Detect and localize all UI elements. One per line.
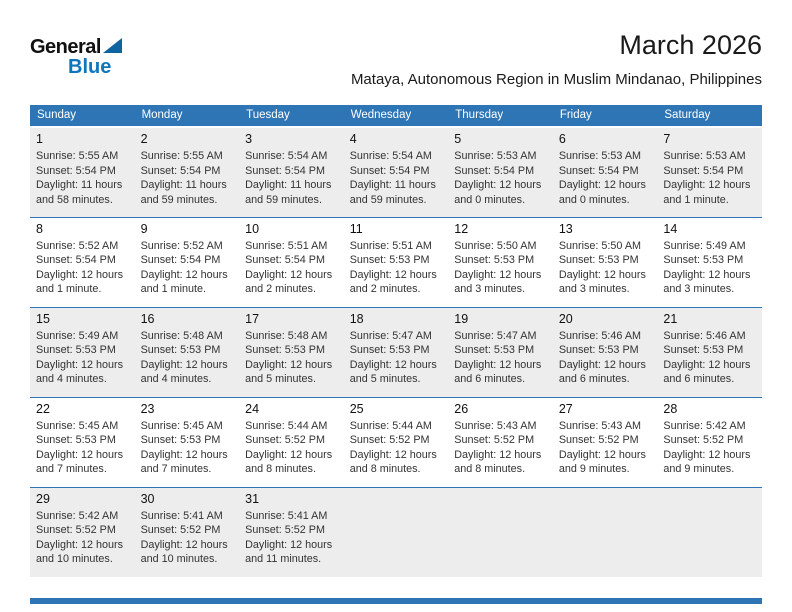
daylight-line1: Daylight: 12 hours bbox=[454, 358, 542, 371]
logo-text-general: General bbox=[30, 36, 101, 58]
daylight-line2: and 0 minutes. bbox=[558, 193, 630, 206]
sunset-text: Sunset: 5:54 PM bbox=[558, 164, 639, 177]
daylight-line1: Daylight: 12 hours bbox=[36, 448, 124, 461]
logo-text-blue: Blue bbox=[68, 56, 112, 78]
daylight-line2: and 1 minute. bbox=[36, 283, 102, 296]
sunrise-text: Sunrise: 5:42 AM bbox=[663, 419, 746, 432]
sunrise-text: Sunrise: 5:51 AM bbox=[349, 239, 432, 252]
sunset-text: Sunset: 5:53 PM bbox=[663, 344, 744, 357]
day-cell-10 bbox=[239, 217, 344, 307]
weekday-header-sunday: Sunday bbox=[30, 105, 135, 127]
sunset-text: Sunset: 5:54 PM bbox=[140, 164, 221, 177]
sunrise-text: Sunrise: 5:44 AM bbox=[245, 419, 328, 432]
daylight-line2: and 5 minutes. bbox=[349, 373, 421, 386]
day-cell-17 bbox=[239, 307, 344, 397]
day-number: 28 bbox=[663, 401, 678, 416]
day-number: 22 bbox=[36, 401, 50, 416]
week-row-4 bbox=[30, 397, 762, 487]
daylight-line1: Daylight: 12 hours bbox=[454, 268, 542, 281]
location-subtitle: Mataya, Autonomous Region in Muslim Mindanao, Philippines bbox=[350, 71, 762, 89]
day-number: 19 bbox=[454, 311, 469, 326]
day-number: 23 bbox=[140, 401, 155, 416]
sunset-text: Sunset: 5:52 PM bbox=[454, 434, 535, 447]
week-row-3 bbox=[30, 307, 762, 397]
daylight-line1: Daylight: 12 hours bbox=[454, 179, 542, 192]
day-cell-19 bbox=[448, 307, 553, 397]
daylight-line2: and 6 minutes. bbox=[663, 373, 735, 386]
daylight-line1: Daylight: 12 hours bbox=[245, 358, 333, 371]
day-cell-5 bbox=[448, 127, 553, 217]
daylight-line2: and 9 minutes. bbox=[558, 463, 630, 476]
daylight-line2: and 2 minutes. bbox=[245, 283, 316, 296]
daylight-line2: and 4 minutes. bbox=[36, 373, 107, 386]
daylight-line1: Daylight: 12 hours bbox=[558, 268, 646, 281]
day-cell-30 bbox=[135, 487, 240, 577]
day-number: 3 bbox=[245, 132, 253, 146]
day-cell-empty bbox=[448, 487, 553, 577]
daylight-line1: Daylight: 12 hours bbox=[558, 179, 646, 192]
sunset-text: Sunset: 5:54 PM bbox=[140, 254, 221, 267]
day-cell-22 bbox=[30, 397, 135, 487]
sunset-text: Sunset: 5:54 PM bbox=[36, 254, 116, 267]
daylight-line1: Daylight: 12 hours bbox=[663, 448, 751, 461]
day-cell-24 bbox=[239, 397, 344, 487]
sunrise-text: Sunrise: 5:53 AM bbox=[454, 150, 537, 162]
sunrise-text: Sunrise: 5:45 AM bbox=[36, 419, 119, 432]
daylight-line2: and 10 minutes. bbox=[140, 553, 218, 566]
daylight-line1: Daylight: 12 hours bbox=[663, 268, 751, 281]
weekday-header-thursday: Thursday bbox=[448, 105, 553, 127]
sunrise-text: Sunrise: 5:47 AM bbox=[349, 329, 432, 342]
daylight-line2: and 9 minutes. bbox=[663, 463, 735, 476]
title-block bbox=[351, 30, 762, 88]
daylight-line2: and 59 minutes. bbox=[140, 193, 218, 206]
sunrise-text: Sunrise: 5:49 AM bbox=[36, 329, 119, 342]
day-number: 11 bbox=[349, 221, 363, 236]
sunset-text: Sunset: 5:53 PM bbox=[140, 344, 221, 357]
daylight-line2: and 5 minutes. bbox=[245, 373, 316, 386]
week-row-5 bbox=[30, 487, 762, 577]
day-cell-4 bbox=[344, 127, 449, 217]
day-number: 12 bbox=[454, 221, 469, 236]
daylight-line1: Daylight: 12 hours bbox=[36, 268, 124, 281]
day-number: 15 bbox=[36, 311, 50, 326]
day-number: 10 bbox=[245, 221, 260, 236]
daylight-line2: and 59 minutes. bbox=[245, 193, 322, 206]
sunrise-text: Sunrise: 5:55 AM bbox=[36, 150, 119, 162]
sunset-text: Sunset: 5:52 PM bbox=[36, 524, 116, 537]
daylight-line1: Daylight: 12 hours bbox=[349, 268, 437, 281]
day-cell-21 bbox=[657, 307, 762, 397]
sunrise-text: Sunrise: 5:43 AM bbox=[558, 419, 642, 432]
day-number: 7 bbox=[663, 132, 671, 146]
daylight-line1: Daylight: 12 hours bbox=[36, 538, 124, 551]
sunrise-text: Sunrise: 5:43 AM bbox=[454, 419, 537, 432]
sunrise-text: Sunrise: 5:54 AM bbox=[349, 150, 432, 162]
daylight-line2: and 8 minutes. bbox=[245, 463, 316, 476]
sunset-text: Sunset: 5:54 PM bbox=[36, 164, 116, 177]
day-cell-7 bbox=[657, 127, 762, 217]
sunset-text: Sunset: 5:53 PM bbox=[36, 344, 116, 357]
day-number: 30 bbox=[140, 491, 155, 506]
sunrise-text: Sunrise: 5:49 AM bbox=[663, 239, 746, 252]
sunrise-text: Sunrise: 5:44 AM bbox=[349, 419, 432, 432]
daylight-line1: Daylight: 12 hours bbox=[663, 358, 751, 371]
day-cell-1 bbox=[30, 127, 135, 217]
daylight-line1: Daylight: 12 hours bbox=[454, 448, 542, 461]
daylight-line2: and 3 minutes. bbox=[454, 283, 526, 296]
sunrise-text: Sunrise: 5:46 AM bbox=[663, 329, 746, 342]
day-cell-9 bbox=[135, 217, 240, 307]
week-row-1 bbox=[30, 127, 762, 217]
weekday-header-friday: Friday bbox=[553, 105, 658, 127]
sunrise-text: Sunrise: 5:51 AM bbox=[245, 239, 328, 252]
sunrise-text: Sunrise: 5:50 AM bbox=[558, 239, 642, 252]
day-cell-11 bbox=[344, 217, 449, 307]
day-cell-29 bbox=[30, 487, 135, 577]
daylight-line2: and 0 minutes. bbox=[454, 193, 526, 206]
daylight-line2: and 7 minutes. bbox=[140, 463, 212, 476]
weekday-header-monday: Monday bbox=[135, 105, 240, 127]
sunset-text: Sunset: 5:52 PM bbox=[245, 434, 325, 447]
page-header bbox=[0, 0, 792, 105]
sunset-text: Sunset: 5:53 PM bbox=[454, 254, 535, 267]
daylight-line1: Daylight: 11 hours bbox=[245, 179, 332, 192]
week-row-2 bbox=[30, 217, 762, 307]
day-cell-12 bbox=[448, 217, 553, 307]
day-number: 21 bbox=[663, 311, 678, 326]
sunset-text: Sunset: 5:54 PM bbox=[245, 164, 325, 177]
day-number: 25 bbox=[349, 401, 364, 416]
general-blue-logo bbox=[30, 30, 122, 79]
day-cell-16 bbox=[135, 307, 240, 397]
sunset-text: Sunset: 5:53 PM bbox=[454, 344, 535, 357]
day-number: 2 bbox=[140, 132, 148, 146]
day-number: 26 bbox=[454, 401, 469, 416]
day-cell-20 bbox=[553, 307, 658, 397]
daylight-line1: Daylight: 11 hours bbox=[36, 179, 123, 192]
day-number: 6 bbox=[558, 132, 566, 146]
daylight-line1: Daylight: 12 hours bbox=[140, 268, 228, 281]
sunset-text: Sunset: 5:53 PM bbox=[349, 254, 430, 267]
day-cell-2 bbox=[135, 127, 240, 217]
daylight-line2: and 3 minutes. bbox=[663, 283, 735, 296]
sunset-text: Sunset: 5:52 PM bbox=[140, 524, 221, 537]
sunrise-text: Sunrise: 5:52 AM bbox=[140, 239, 223, 252]
daylight-line1: Daylight: 11 hours bbox=[349, 179, 436, 192]
day-cell-14 bbox=[657, 217, 762, 307]
daylight-line2: and 1 minute. bbox=[663, 193, 729, 206]
sunrise-text: Sunrise: 5:53 AM bbox=[663, 150, 746, 162]
daylight-line1: Daylight: 11 hours bbox=[140, 179, 227, 192]
daylight-line2: and 59 minutes. bbox=[349, 193, 427, 206]
day-cell-empty bbox=[657, 487, 762, 577]
day-cell-31 bbox=[239, 487, 344, 577]
day-number: 9 bbox=[140, 221, 148, 236]
day-number: 18 bbox=[349, 311, 364, 326]
daylight-line1: Daylight: 12 hours bbox=[349, 358, 437, 371]
day-cell-25 bbox=[344, 397, 449, 487]
day-cell-27 bbox=[553, 397, 658, 487]
day-cell-28 bbox=[657, 397, 762, 487]
logo-triangle-icon bbox=[103, 38, 122, 53]
sunset-text: Sunset: 5:53 PM bbox=[245, 344, 325, 357]
footer-accent-bar bbox=[30, 598, 762, 604]
sunset-text: Sunset: 5:52 PM bbox=[663, 434, 744, 447]
day-cell-23 bbox=[135, 397, 240, 487]
daylight-line1: Daylight: 12 hours bbox=[558, 358, 646, 371]
daylight-line2: and 6 minutes. bbox=[558, 373, 630, 386]
daylight-line1: Daylight: 12 hours bbox=[245, 448, 333, 461]
sunrise-text: Sunrise: 5:45 AM bbox=[140, 419, 223, 432]
day-cell-15 bbox=[30, 307, 135, 397]
sunset-text: Sunset: 5:52 PM bbox=[349, 434, 430, 447]
weekday-header-row bbox=[30, 105, 762, 127]
day-cell-6 bbox=[553, 127, 658, 217]
day-number: 8 bbox=[36, 221, 43, 236]
daylight-line2: and 11 minutes. bbox=[245, 553, 322, 566]
sunset-text: Sunset: 5:52 PM bbox=[245, 524, 325, 537]
day-number: 1 bbox=[36, 132, 43, 146]
sunrise-text: Sunrise: 5:55 AM bbox=[140, 150, 223, 162]
sunset-text: Sunset: 5:54 PM bbox=[454, 164, 535, 177]
sunset-text: Sunset: 5:54 PM bbox=[245, 254, 325, 267]
daylight-line1: Daylight: 12 hours bbox=[140, 538, 228, 551]
day-number: 4 bbox=[349, 132, 357, 146]
day-cell-empty bbox=[344, 487, 449, 577]
sunrise-text: Sunrise: 5:50 AM bbox=[454, 239, 537, 252]
daylight-line2: and 1 minute. bbox=[140, 283, 206, 296]
day-number: 14 bbox=[663, 221, 678, 236]
sunset-text: Sunset: 5:54 PM bbox=[349, 164, 430, 177]
weekday-header-tuesday: Tuesday bbox=[239, 105, 344, 127]
daylight-line1: Daylight: 12 hours bbox=[245, 268, 333, 281]
daylight-line1: Daylight: 12 hours bbox=[663, 179, 751, 192]
daylight-line1: Daylight: 12 hours bbox=[558, 448, 646, 461]
sunset-text: Sunset: 5:53 PM bbox=[349, 344, 430, 357]
daylight-line1: Daylight: 12 hours bbox=[245, 538, 333, 551]
daylight-line2: and 8 minutes. bbox=[349, 463, 421, 476]
daylight-line2: and 2 minutes. bbox=[349, 283, 421, 296]
sunset-text: Sunset: 5:53 PM bbox=[36, 434, 116, 447]
sunrise-text: Sunrise: 5:47 AM bbox=[454, 329, 537, 342]
sunrise-text: Sunrise: 5:41 AM bbox=[245, 509, 328, 522]
day-cell-26 bbox=[448, 397, 553, 487]
day-cell-13 bbox=[553, 217, 658, 307]
daylight-line1: Daylight: 12 hours bbox=[36, 358, 124, 371]
daylight-line1: Daylight: 12 hours bbox=[140, 448, 228, 461]
day-number: 13 bbox=[558, 221, 573, 236]
day-number: 20 bbox=[558, 311, 573, 326]
day-number: 27 bbox=[558, 401, 573, 416]
sunrise-text: Sunrise: 5:48 AM bbox=[140, 329, 223, 342]
daylight-line2: and 3 minutes. bbox=[558, 283, 630, 296]
sunset-text: Sunset: 5:52 PM bbox=[558, 434, 639, 447]
sunrise-text: Sunrise: 5:54 AM bbox=[245, 150, 328, 162]
sunset-text: Sunset: 5:53 PM bbox=[558, 344, 639, 357]
sunrise-text: Sunrise: 5:42 AM bbox=[36, 509, 119, 522]
day-number: 17 bbox=[245, 311, 260, 326]
sunset-text: Sunset: 5:54 PM bbox=[663, 164, 744, 177]
sunset-text: Sunset: 5:53 PM bbox=[140, 434, 221, 447]
day-number: 5 bbox=[454, 132, 462, 146]
day-cell-18 bbox=[344, 307, 449, 397]
daylight-line2: and 7 minutes. bbox=[36, 463, 107, 476]
day-cell-3 bbox=[239, 127, 344, 217]
day-number: 29 bbox=[36, 491, 50, 506]
calendar-table bbox=[30, 105, 762, 577]
sunrise-text: Sunrise: 5:53 AM bbox=[558, 150, 642, 162]
day-cell-empty bbox=[553, 487, 658, 577]
daylight-line2: and 8 minutes. bbox=[454, 463, 526, 476]
daylight-line1: Daylight: 12 hours bbox=[349, 448, 437, 461]
sunset-text: Sunset: 5:53 PM bbox=[663, 254, 744, 267]
weekday-header-saturday: Saturday bbox=[657, 105, 762, 127]
daylight-line2: and 4 minutes. bbox=[140, 373, 212, 386]
sunrise-text: Sunrise: 5:41 AM bbox=[140, 509, 223, 522]
weekday-header-wednesday: Wednesday bbox=[344, 105, 449, 127]
daylight-line2: and 58 minutes. bbox=[36, 193, 113, 206]
daylight-line2: and 6 minutes. bbox=[454, 373, 526, 386]
day-cell-8 bbox=[30, 217, 135, 307]
daylight-line2: and 10 minutes. bbox=[36, 553, 113, 566]
sunrise-text: Sunrise: 5:52 AM bbox=[36, 239, 119, 252]
sunrise-text: Sunrise: 5:46 AM bbox=[558, 329, 642, 342]
sunrise-text: Sunrise: 5:48 AM bbox=[245, 329, 328, 342]
day-number: 24 bbox=[245, 401, 260, 416]
daylight-line1: Daylight: 12 hours bbox=[140, 358, 228, 371]
sunset-text: Sunset: 5:53 PM bbox=[558, 254, 639, 267]
day-number: 16 bbox=[140, 311, 155, 326]
month-title: March 2026 bbox=[619, 30, 762, 60]
day-number: 31 bbox=[245, 491, 260, 506]
